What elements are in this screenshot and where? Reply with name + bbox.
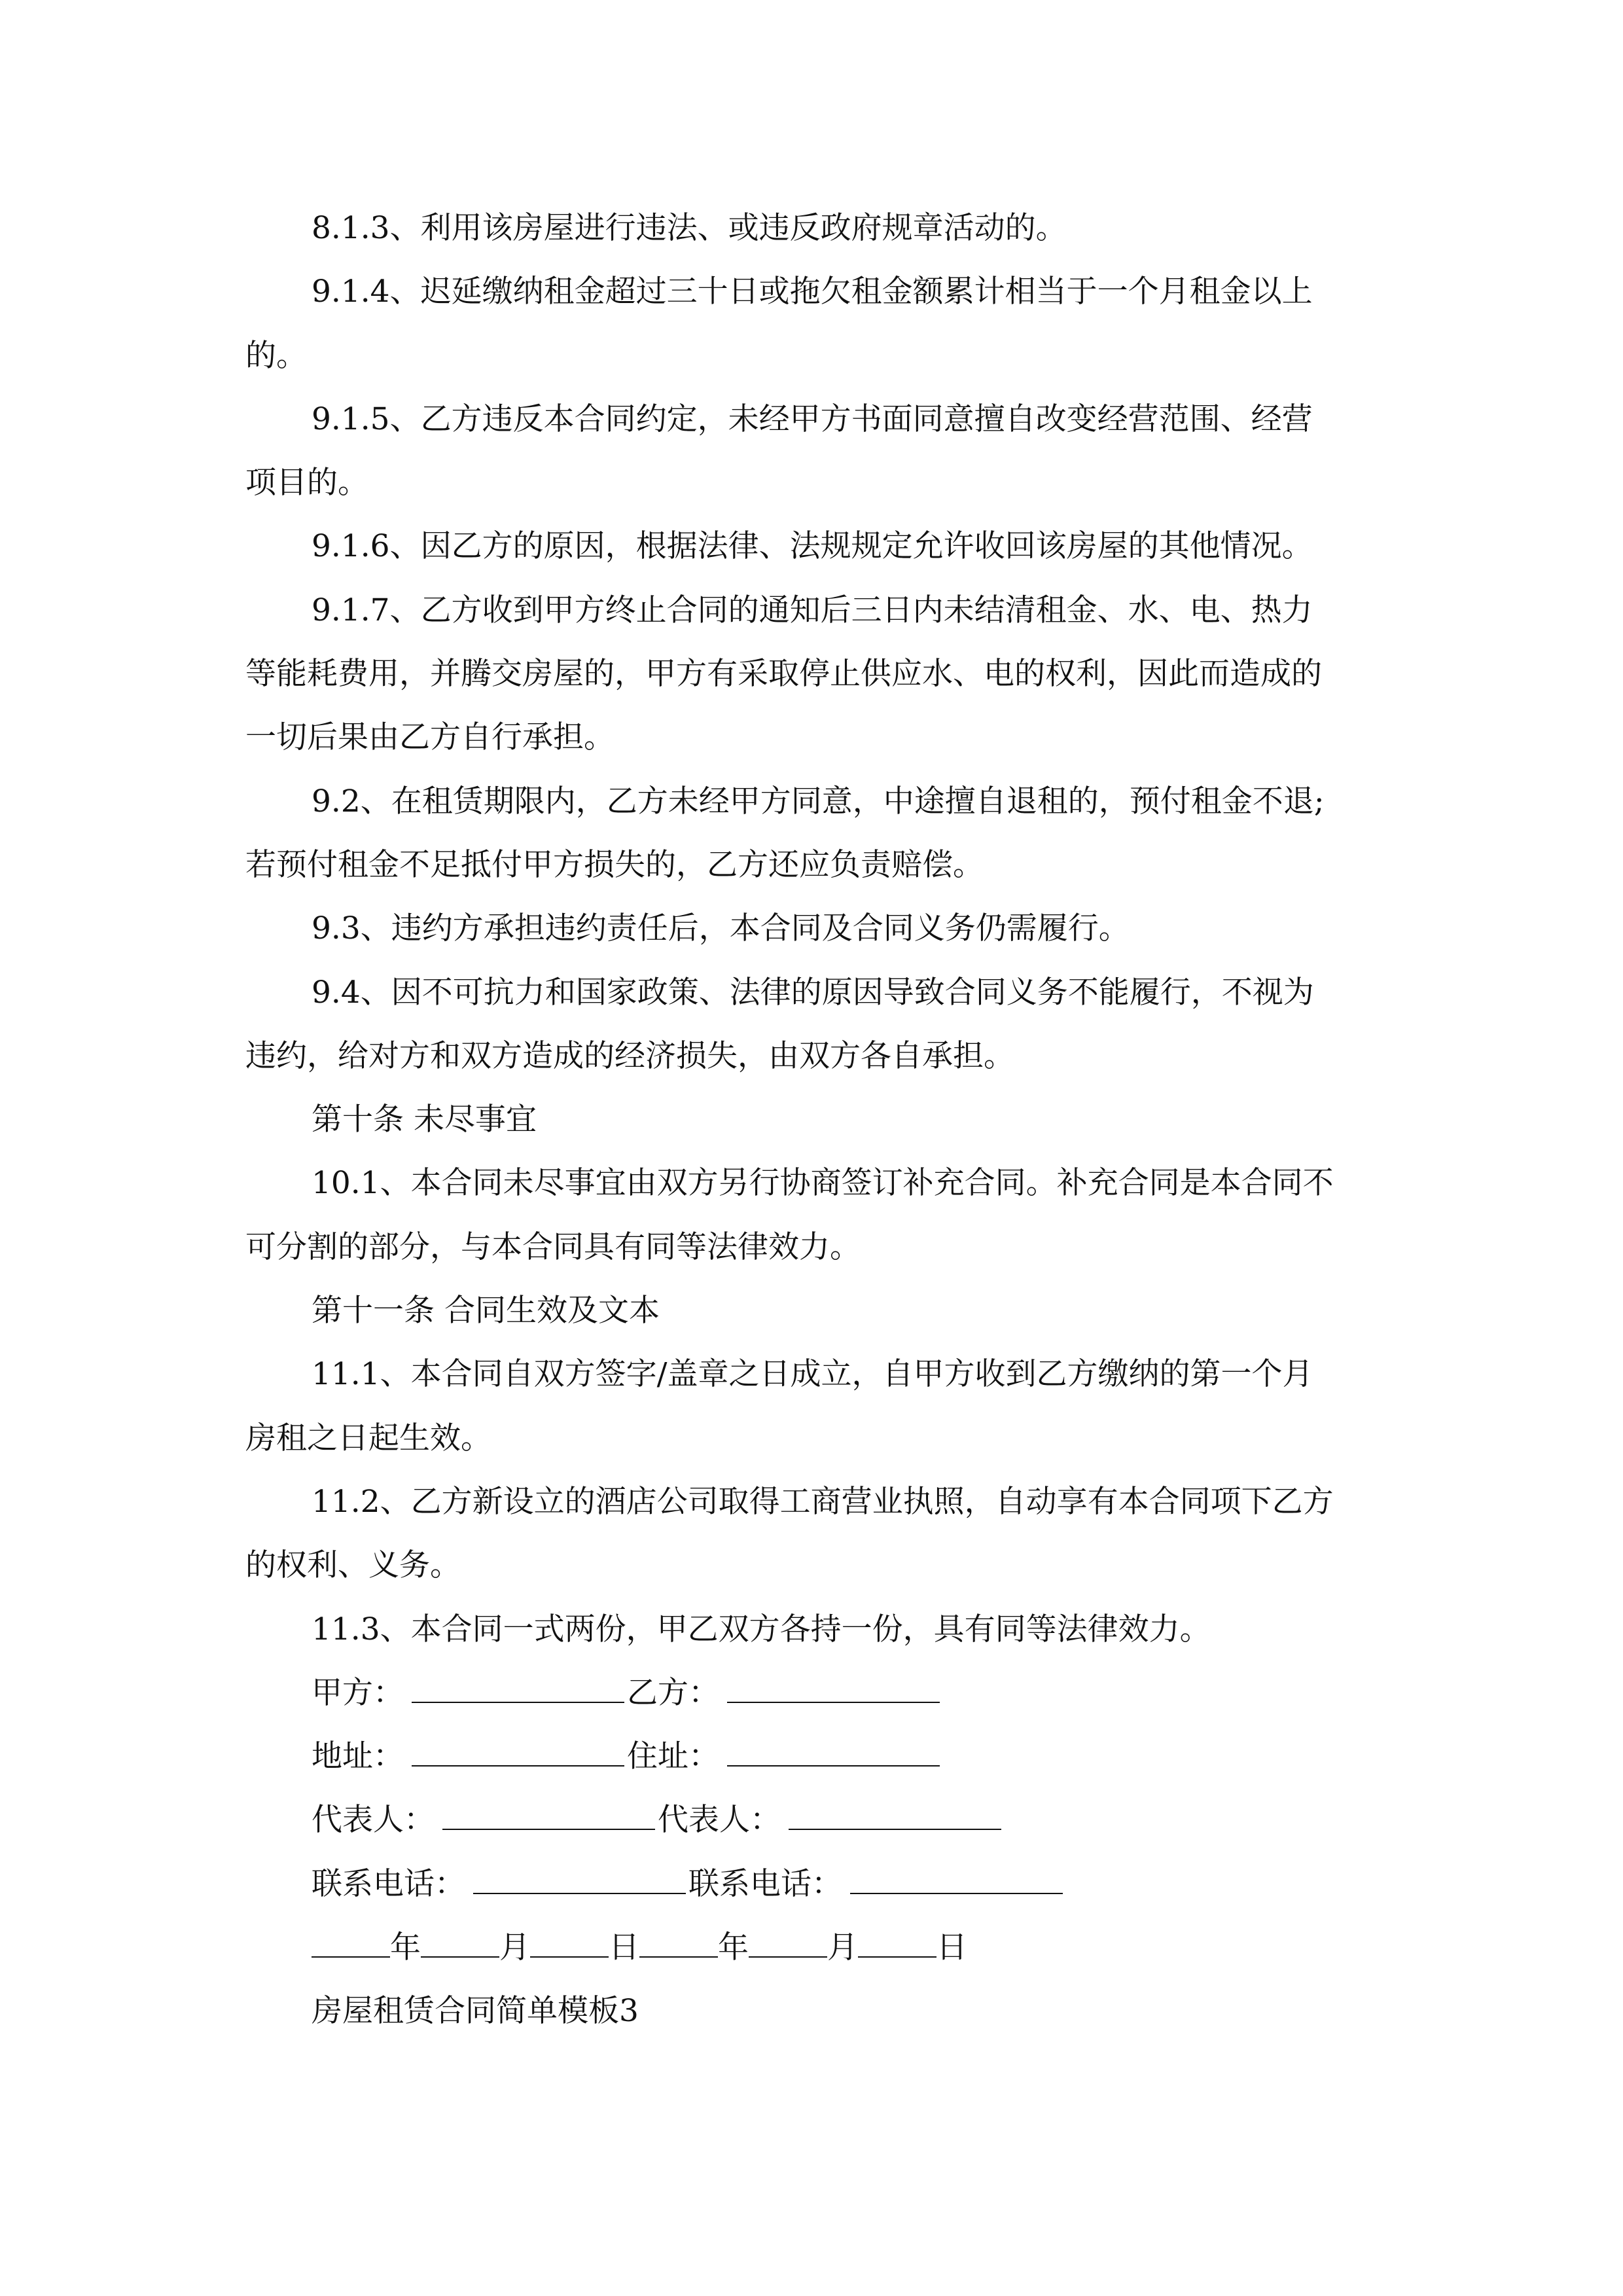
date-blank[interactable] — [312, 1930, 390, 1958]
paragraph-line: 8.1.3、利用该房屋进行违法、或违反政府规章活动的。 — [312, 210, 1067, 246]
paragraph — [245, 1088, 1384, 1151]
signature-blank[interactable] — [442, 1803, 655, 1830]
signature-blank[interactable] — [727, 1739, 940, 1767]
paragraph — [245, 387, 1384, 515]
paragraph-line: 房租之日起生效。 — [245, 1420, 491, 1456]
paragraph-line: 9.3、违约方承担违约责任后，本合同及合同义务仍需履行。 — [312, 910, 1130, 947]
signature-row — [245, 1661, 1384, 1725]
paragraph-line: 9.2、在租赁期限内，乙方未经甲方同意，中途擅自退租的，预付租金不退; — [312, 783, 1325, 819]
paragraph-line: 若预付租金不足抵付甲方损失的，乙方还应负责赔偿。 — [245, 846, 984, 883]
date-label-year: 年 — [390, 1929, 421, 1966]
signature-label-left: 联系电话： — [312, 1865, 465, 1902]
paragraph — [245, 1470, 1384, 1598]
date-blank[interactable] — [530, 1930, 609, 1958]
signature-blank[interactable] — [412, 1676, 624, 1703]
signature-row — [245, 1788, 1384, 1852]
paragraph-line: 10.1、本合同未尽事宜由双方另行协商签订补充合同。补充合同是本合同不 — [312, 1165, 1334, 1202]
signature-blank[interactable] — [789, 1803, 1001, 1830]
signature-label-left: 地址： — [312, 1738, 404, 1775]
date-blank[interactable] — [858, 1930, 936, 1958]
paragraph — [245, 196, 1384, 260]
paragraph-line: 等能耗费用，并腾交房屋的，甲方有采取停止供应水、电的权利，因此而造成的 — [245, 656, 1322, 692]
paragraph — [245, 579, 1384, 770]
paragraph-line: 的。 — [245, 337, 307, 374]
date-label-month: 月 — [499, 1929, 530, 1966]
date-blank[interactable] — [749, 1930, 827, 1958]
paragraph-line: 第十条 未尽事宜 — [312, 1102, 537, 1138]
paragraph — [245, 897, 1384, 960]
paragraph — [245, 514, 1384, 578]
signature-blank[interactable] — [850, 1867, 1063, 1894]
paragraph — [245, 260, 1384, 387]
signature-label-right: 乙方： — [627, 1674, 719, 1711]
contract-document — [245, 196, 1384, 2043]
signature-row — [245, 1725, 1384, 1788]
paragraph-line: 可分割的部分，与本合同具有同等法律效力。 — [245, 1229, 861, 1265]
paragraph — [245, 1342, 1384, 1470]
paragraph-line: 11.2、乙方新设立的酒店公司取得工商营业执照，自动享有本合同项下乙方 — [312, 1483, 1334, 1520]
signature-label-left: 代表人： — [312, 1802, 435, 1839]
signature-label-right: 住址： — [627, 1738, 719, 1775]
date-label-day: 日 — [936, 1929, 967, 1966]
paragraph — [245, 1279, 1384, 1342]
paragraph-line: 违约，给对方和双方造成的经济损失，由双方各自承担。 — [245, 1037, 1014, 1074]
signature-label-left: 甲方： — [312, 1674, 404, 1711]
paragraph-line: 第十一条 合同生效及文本 — [312, 1293, 660, 1329]
paragraph-line: 11.3、本合同一式两份，甲乙双方各持一份，具有同等法律效力。 — [312, 1611, 1211, 1647]
paragraph-line: 9.4、因不可抗力和国家政策、法律的原因导致合同义务不能履行，不视为 — [312, 974, 1314, 1011]
paragraph — [245, 770, 1384, 897]
paragraph-line: 9.1.7、乙方收到甲方终止合同的通知后三日内未结清租金、水、电、热力 — [312, 592, 1313, 628]
signature-label-right: 代表人： — [658, 1802, 781, 1839]
date-label-month: 月 — [827, 1929, 858, 1966]
signature-label-right: 联系电话： — [688, 1865, 842, 1902]
signature-blank[interactable] — [727, 1676, 940, 1703]
paragraph-line: 项目的。 — [245, 465, 368, 501]
date-row — [245, 1916, 1384, 1979]
paragraph-line: 一切后果由乙方自行承担。 — [245, 719, 615, 756]
signature-blank[interactable] — [412, 1739, 624, 1767]
paragraph-line: 11.1、本合同自双方签字/盖章之日成立，自甲方收到乙方缴纳的第一个月 — [312, 1356, 1313, 1393]
paragraph-line: 9.1.5、乙方违反本合同约定，未经甲方书面同意擅自改变经营范围、经营 — [312, 401, 1313, 437]
signature-blank[interactable] — [473, 1867, 686, 1894]
paragraph — [245, 1598, 1384, 1661]
paragraph — [245, 961, 1384, 1088]
date-blank[interactable] — [639, 1930, 718, 1958]
paragraph-line: 9.1.6、因乙方的原因，根据法律、法规规定允许收回该房屋的其他情况。 — [312, 528, 1313, 565]
date-blank[interactable] — [421, 1930, 499, 1958]
paragraph-line: 9.1.4、迟延缴纳租金超过三十日或拖欠租金额累计相当于一个月租金以上 — [312, 274, 1313, 310]
signature-row — [245, 1852, 1384, 1916]
date-label-year: 年 — [718, 1929, 749, 1966]
date-label-day: 日 — [609, 1929, 639, 1966]
next-section-title: 房屋租赁合同简单模板3 — [312, 1993, 639, 2030]
paragraph-line: 的权利、义务。 — [245, 1547, 461, 1584]
paragraph — [245, 1151, 1384, 1279]
